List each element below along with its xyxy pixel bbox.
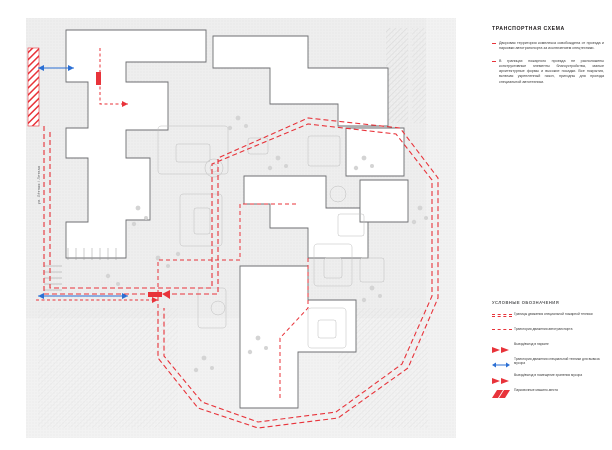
paragraph-tick-icon <box>492 43 496 44</box>
site-plan <box>8 8 478 442</box>
plan-drawing <box>8 8 478 442</box>
legend-item <box>492 372 604 380</box>
legend <box>492 300 604 402</box>
street-label: ул. Лётная / Летная <box>37 165 41 205</box>
paragraph-2-text: В границах пожарного проезда не расположены конструктивные элементы благоустройства, малые архитектурные формы и высокие посадки. Все покрытия, включая укрепленный газон, пригодны для проезда специальной автотехники. <box>499 59 604 84</box>
legend-item <box>492 311 604 319</box>
paragraph-1-text: Дворовая территория комплекса освобождена от проезда и парковки автотранспорта за исключением спецтехники. <box>499 41 604 51</box>
arrow-right-2-icon <box>492 372 514 380</box>
double-dashed-line-icon <box>492 311 514 319</box>
parking-block-icon <box>492 387 514 395</box>
legend-label: Границы движения специальной пожарной техники <box>514 311 593 316</box>
paragraph-1 <box>492 41 604 51</box>
paragraph-2 <box>492 59 604 84</box>
paragraph-tick-icon <box>492 61 496 62</box>
info-column <box>492 26 604 93</box>
legend-item <box>492 326 604 334</box>
legend-label: Выезд/въезд в паркинг <box>514 341 549 346</box>
double-arrow-icon <box>492 356 514 364</box>
legend-label: Траектория движения специальной техники для вывоза мусора <box>514 356 600 365</box>
legend-label: Траектория движения автотранспорта <box>514 326 573 331</box>
dashed-line-icon <box>492 326 514 334</box>
legend-item <box>492 356 604 365</box>
red-hatch-strip <box>28 48 39 126</box>
legend-item <box>492 341 604 349</box>
legend-label: Выезд/въезд в помещение хранения мусора <box>514 372 583 377</box>
legend-item <box>492 387 604 395</box>
legend-heading: УСЛОВНЫЕ ОБОЗНАЧЕНИЯ <box>492 300 560 305</box>
arrow-right-icon <box>492 341 514 349</box>
page-title: ТРАНСПОРТНАЯ СХЕМА <box>492 26 565 32</box>
legend-label: Парковочные машино-места <box>514 387 558 392</box>
